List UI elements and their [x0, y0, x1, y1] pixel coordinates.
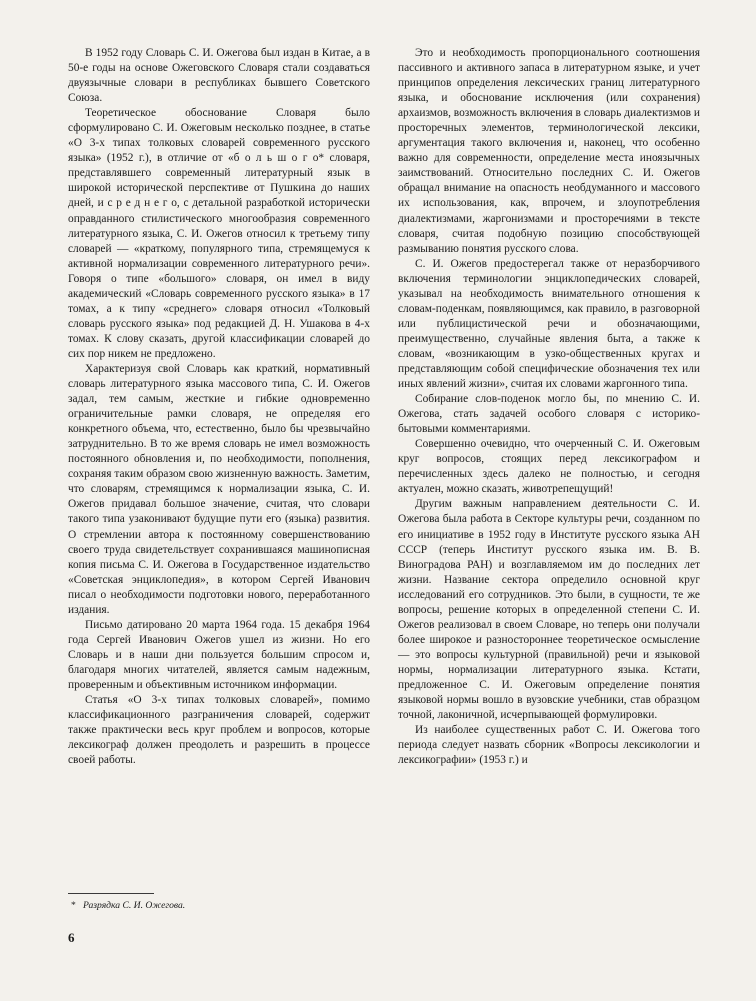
paragraph: Совершенно очевидно, что очерченный С. И. Ожеговым круг вопросов, стоящих перед лексикографом и перечисленных здесь далеко не полностью, и сегодня актуален, можно сказать, животрепещущий!: [398, 438, 700, 496]
footnote-text: Разрядка С. И. Ожегова.: [83, 900, 186, 911]
footnote-marker: *: [71, 900, 76, 911]
footnote-separator: [68, 893, 154, 894]
paragraph: Письмо датировано 20 марта 1964 года. 15 декабря 1964 года Сергей Иванович Ожегов ушел из жизни. Но его Словарь и в наши дни пользуется большим спросом и, благодаря многих читателей, является самым надежным, проверенным и объективным источником информации.: [68, 618, 370, 691]
two-column-body: [68, 46, 700, 768]
footnote-area: [68, 893, 370, 912]
paragraph: Другим важным направлением деятельности С. И. Ожегова была работа в Секторе культуры речи, созданном по его инициативе в 1952 году в Институте русского языка АН СССР (теперь Институт русского языка им. В. В. Виноградова РАН) и возглавляемом им до последних лет жизни. Название сектора определило основной круг исследований его сотрудников. Это были, в сущности, те же вопросы, решение которых в определенной степени С. И. Ожегов реализовал в своем Словаре, но теперь они получали более широкое и разностороннее теоретическое осмысление — это вопросы культурной (правильной) речи и языковой нормы, нормализации литературного языка. Кстати, предложенное С. И. Ожеговым определение понятия языковой нормы вошло в вузовские учебники, став образцом точной, лаконичной, исчерпывающей формулировки.: [398, 498, 700, 722]
paragraph: Статья «О 3-х типах толковых словарей», помимо классификационного разграничения словарей, содержит также практически весь круг проблем и вопросов, которые лексикограф должен преодолеть и разрешить в процессе своей работы.: [68, 694, 370, 767]
paragraph: Характеризуя свой Словарь как краткий, нормативный словарь литературного языка массового типа, С. И. Ожегов задал, тем самым, жесткие и гибкие одновременно ограничительные рамки словаря, не определяя его конкретного объема, что, естественно, было бы чрезвычайно затруднительно. В то же время словарь не имел возможность постоянного обновления и, по необходимости, пополнения, сохраняя таким образом свою жизненную важность. Заметим, что словарям, стремящимся к нормализации языка, С. И. Ожегов придавал большое значение, считая, что словари такого типа узаконивают будущие пути его (языка) развития. О стремлении автора к постоянному совершенствованию своего труда свидетельствует сохранившаяся машинописная копия письма С. И. Ожегова в Государственное издательство «Советская энциклопедия», в котором Сергей Иванович писал о необходимости подготовки нового, переработанного издания.: [68, 362, 370, 616]
paragraph: Собирание слов-поденок могло бы, по мнению С. И. Ожегова, стать задачей особого словаря с историко-бытовыми комментариями.: [398, 393, 700, 436]
paragraph: С. И. Ожегов предостерегал также от неразборчивого включения терминологии энциклопедических словарей, указывал на необходимость внимательного отношения к словам-поденкам, появляющимся, как правило, в разговорной или публицистической речи и обозначающими, преимущественно, случайные явления быта, а также к словам, «возникающим в узко-общественных кругах и представляющим собой специфические обозначения тех или иных явлений жизни», считая их словами жаргонного типа.: [398, 257, 700, 391]
paragraph: Это и необходимость пропорционального соотношения пассивного и активного запаса в литературном языке, и учет принципов определения лексических границ литературного языка, и обоснование исключения (или сохранения) архаизмов, возможность включения в словарь диалектизмов и просторечных элементов, терминологической лексики, аргументация такого включения и, наконец, что особенно важно для современности, определение места иноязычных заимствований. Относительно последних С. И. Ожегов обращал внимание на опасность необдуманного и массового их использования, как, впрочем, и злоупотребления диалектизмами, жаргонизмами и просторечиями в тексте словаря, считая подобную позицию способствующей размыванию понятия русского слова.: [398, 47, 700, 255]
paragraph: В 1952 году Словарь С. И. Ожегова был издан в Китае, а в 50-е годы на основе Ожеговского Словаря стали создаваться двуязычные словари в республиках бывшего Советского Союза.: [68, 47, 370, 105]
left-column: [68, 46, 370, 768]
right-column: [398, 46, 700, 768]
paragraph: Из наиболее существенных работ С. И. Ожегова того периода следует назвать сборник «Вопросы лексикологии и лексикографии» (1953 г.) и: [398, 724, 700, 767]
footnote: [68, 900, 370, 912]
paragraph: Теоретическое обоснование Словаря было сформулировано С. И. Ожеговым несколько позднее, в статье «О 3-х типах толковых словарей современного русского языка» (1952 г.), в отличие от «б о л ь ш о г о* словаря, представлявшего современный литературный язык в широкой исторической перспективе от Пушкина до наших дней, и с р е д н е г о, с детальной разработкой исторически оправданного стилистического многообразия современного литературного языка, С. И. Ожегов относил к третьему типу словарей — «краткому, популярного типа, стремящемуся к активной нормализации современного литературного речи». Говоря о типе «большого» словаря, он имел в виду академический «Словарь современного русского языка» в 17 томах, а к типу «среднего» словаря относил «Толковый словарь русского языка» под редакцией Д. Н. Ушакова в 4-х томах. К слову сказать, другой классификации словарей до сих пор никем не предложено.: [68, 107, 370, 360]
page-number: 6: [68, 930, 75, 945]
